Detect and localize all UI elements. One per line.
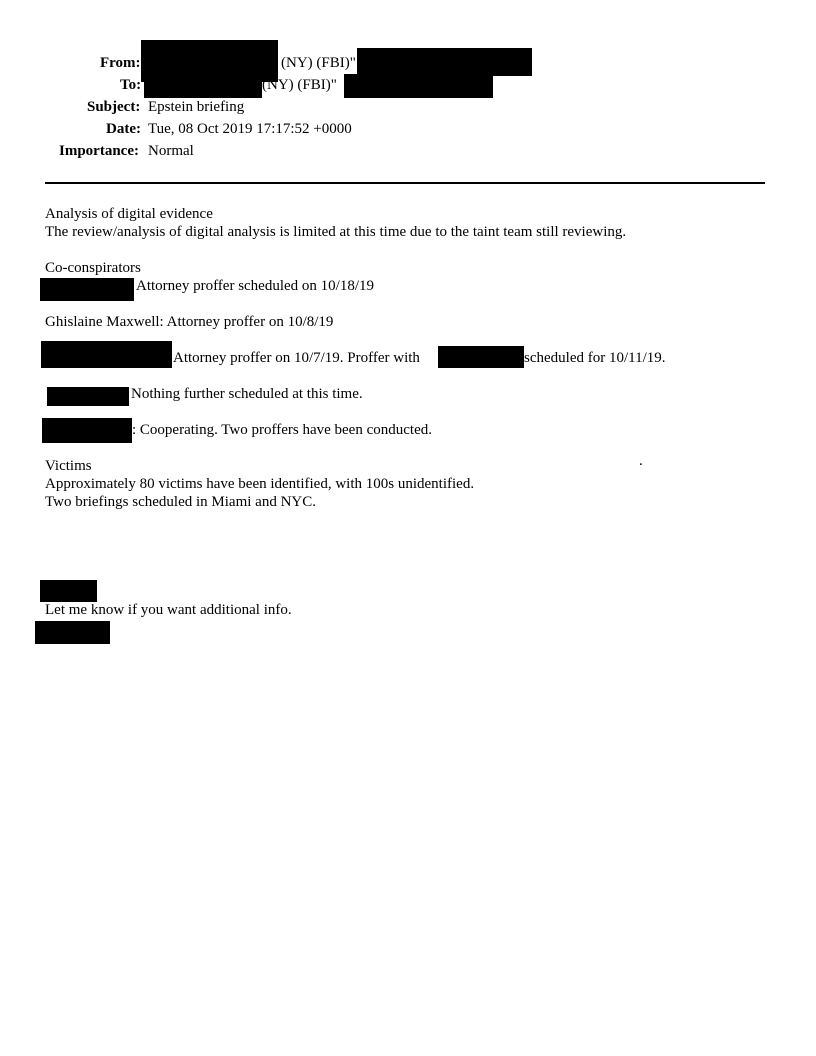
subject-value: Epstein briefing — [148, 99, 245, 115]
redaction-block — [42, 418, 132, 443]
importance-label: Importance: — [59, 143, 139, 159]
from-value: (NY) (FBI)" — [281, 55, 356, 71]
date-label: Date: — [106, 121, 141, 137]
redaction-block — [41, 341, 172, 368]
redaction-block — [47, 387, 129, 406]
victims-line-2: Two briefings scheduled in Miami and NYC. — [45, 494, 316, 510]
importance-value: Normal — [148, 143, 194, 159]
stray-mark: . — [639, 453, 643, 469]
to-value: (NY) (FBI)" — [262, 77, 337, 93]
co-conspirator-1-text: Attorney proffer scheduled on 10/18/19 — [136, 278, 375, 294]
co-conspirator-maxwell-text: Ghislaine Maxwell: Attorney proffer on 10/8/19 — [45, 314, 334, 330]
from-label: From: — [100, 55, 141, 71]
co-conspirator-4-text: Nothing further scheduled at this time. — [131, 386, 363, 402]
co-conspirator-3-text-b: scheduled for 10/11/19. — [524, 350, 666, 366]
section-title-victims: Victims — [45, 458, 92, 474]
co-conspirator-5-text: : Cooperating. Two proffers have been conducted. — [132, 422, 432, 438]
section-title-co-conspirators: Co-conspirators — [45, 260, 141, 276]
header-divider — [45, 182, 765, 184]
subject-label: Subject: — [87, 99, 141, 115]
redaction-block — [438, 346, 524, 368]
redaction-block — [144, 74, 262, 98]
date-value: Tue, 08 Oct 2019 17:17:52 +0000 — [148, 121, 352, 137]
redaction-block — [40, 278, 134, 301]
redaction-block — [357, 48, 532, 76]
co-conspirator-3-text-a: Attorney proffer on 10/7/19. Proffer with — [173, 350, 420, 366]
digital-evidence-text: The review/analysis of digital analysis is limited at this time due to the taint team still reviewing. — [45, 224, 627, 240]
closing-text: Let me know if you want additional info. — [45, 602, 292, 618]
redaction-block — [40, 580, 97, 602]
redaction-block — [344, 74, 493, 98]
signature-redaction — [35, 621, 110, 644]
victims-line-1: Approximately 80 victims have been identified, with 100s unidentified. — [45, 476, 475, 492]
to-label: To: — [120, 77, 142, 93]
section-title-digital-evidence: Analysis of digital evidence — [45, 206, 213, 222]
